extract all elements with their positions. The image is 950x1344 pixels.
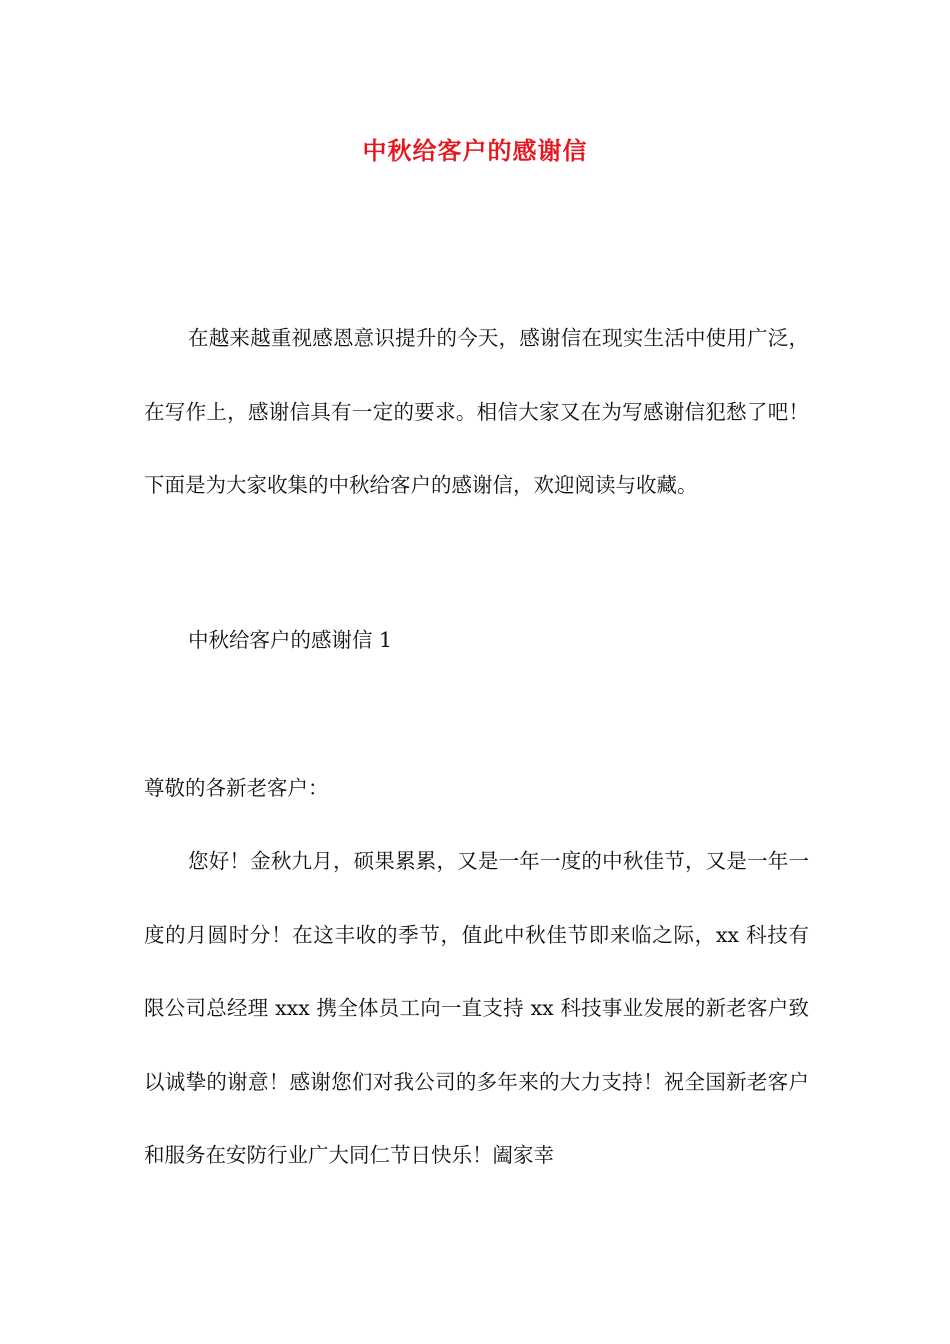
letter-body-paragraph: 您好！金秋九月，硕果累累，又是一年一度的中秋佳节，又是一年一度的月圆时分！在这丰收的季节，值此中秋佳节即来临之际，xx 科技有限公司总经理 xxx 携全体员工向一直支持 xx 科技事业发展的新老客户致以诚挚的谢意！感谢您们对我公司的多年来的大力支持！祝全国新老客户和服务在安防行业广大同仁节日快乐！阖家幸 bbox=[144, 849, 809, 1167]
section-heading: 中秋给客户的感谢信 1 bbox=[188, 628, 393, 652]
document-title: 中秋给客户的感谢信 bbox=[362, 136, 588, 165]
salutation: 尊敬的各新老客户： bbox=[144, 776, 329, 800]
intro-paragraph: 在越来越重视感恩意识提升的今天，感谢信在现实生活中使用广泛，在写作上，感谢信具有一定的要求。相信大家又在为写感谢信犯愁了吧！下面是为大家收集的中秋给客户的感谢信，欢迎阅读与收藏。 bbox=[144, 326, 809, 497]
